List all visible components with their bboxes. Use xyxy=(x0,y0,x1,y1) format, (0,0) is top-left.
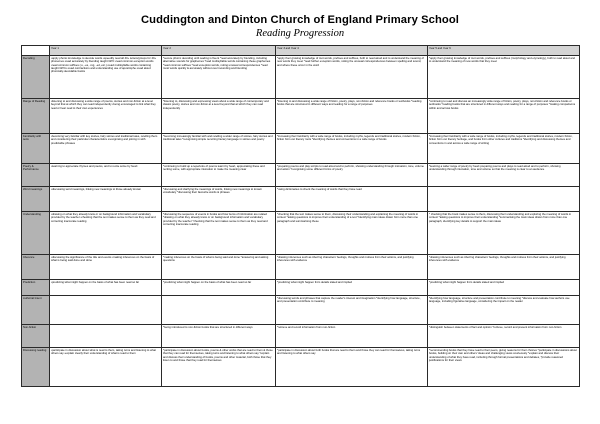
cell-inference-year2: *making inferences on the basis of what is being said and done *answering and asking questions xyxy=(161,254,275,279)
cell-prediction-year2: *predicting what might happen on the basis of what has been read so far xyxy=(161,279,275,295)
table-row xyxy=(21,186,579,211)
cell-familiarity-year34: *increasing their familiarity with a wide range of books, including myths, legends and traditional stories, modern fiction, fiction from our literary roots *identifying themes and conventions in a wide range of books xyxy=(275,133,427,163)
cell-understanding-year34: *checking that the text makes sense to them, discussing their understanding and explaining the meaning of words in context *asking questions to improve their understanding of a text *identifying main ideas drawn from more than one paragraph and summarising these xyxy=(275,211,427,254)
row-label-word-meanings: Word meanings xyxy=(21,186,49,211)
school-title: Cuddington and Dinton Church of England Primary School xyxy=(140,14,460,26)
table-row xyxy=(21,133,579,163)
table-row xyxy=(21,254,579,279)
row-label-familiarity-with-texts: Familiarity with texts xyxy=(21,133,49,163)
table-row xyxy=(21,98,579,133)
table-row xyxy=(21,55,579,98)
table-row xyxy=(21,279,579,295)
cell-nonfiction-year2: *being introduced to non-fiction books that are structured in different ways xyxy=(161,324,275,347)
document-subtitle: Reading Progression xyxy=(255,27,345,39)
cell-decoding-year56: *apply their growing knowledge of root words, prefixes and suffixes (morphology and etymology), both to read aloud and to understand the meaning of new words that they meet xyxy=(427,55,579,98)
cell-authorial-year56: *identifying how language, structure and presentation contribute to meaning *discuss and evaluate how authors use language, including figurative language, considering the impact on the reader xyxy=(427,295,579,324)
cell-understanding-year2: *discussing the sequence of events in books and how items of information are related *drawing on what they already know or on background information and vocabulary provided by the teacher *checking that the text makes sense to them as they read and correcting inaccurate reading xyxy=(161,211,275,254)
table-row xyxy=(21,295,579,324)
cell-decoding-year34: *apply their growing knowledge of root words, prefixes and suffixes, both to read aloud and to understand the meaning of new words they meet *read further exception words, noting the unusual correspondences between spelling and sound, and where these occur in the word xyxy=(275,55,427,98)
cell-understanding-year1: •drawing on what they already know or on background information and vocabulary provided by the teacher •checking that the text makes sense to them as they read and correcting inaccurate reading xyxy=(49,211,161,254)
table-row xyxy=(21,324,579,347)
cell-nonfiction-year1 xyxy=(49,324,161,347)
cell-decoding-year1: •apply phonic knowledge to decode words •speedily read all 40+ letters/groups for 40+ phonemes •read accurately by blending taught GPC •read common exception words •read common suffixes (-s, -es, -ing, -ed, etc.) •read multisyllable words containing taught GPCs •read contractions and understanding use of apostrophe •read aloud phonically-decodable books xyxy=(49,55,161,98)
column-header-year56: Year 5 and Year 6 xyxy=(427,45,579,55)
row-label-prediction: Prediction xyxy=(21,279,49,295)
cell-authorial-year1 xyxy=(49,295,161,324)
row-label-non-fiction: Non-fiction xyxy=(21,324,49,347)
cell-nonfiction-year34: *retrieve and record information from non-fiction xyxy=(275,324,427,347)
column-header-year34: Year 3 and Year 4 xyxy=(275,45,427,55)
cell-authorial-year34: *discussing words and phrases that capture the reader's interest and imagination *identifying how language, structure, and presentation contribute to meaning xyxy=(275,295,427,324)
reading-progression-table xyxy=(21,45,580,387)
corner-cell xyxy=(21,45,49,55)
table-row xyxy=(21,347,579,386)
cell-familiarity-year2: *becoming increasingly familiar with and retelling a wider range of stories, fairy stories and traditional tales *recognising simple recurring literary language in stories and poetry xyxy=(161,133,275,163)
row-label-discussing-reading: Discussing reading xyxy=(21,347,49,386)
cell-discussing-year34: *participate in discussion about both books that are read to them and those they can read for themselves, taking turns and listening to what others say xyxy=(275,347,427,386)
document-header xyxy=(0,0,600,40)
table-header-row xyxy=(21,45,579,55)
table-body xyxy=(21,55,579,386)
cell-decoding-year2: *secure phonic decoding until reading is fluent *read accurately by blending, including alternative sounds for graphemes *read multisyllable words containing these graphemes *read common suffixes *read exception words, noting unusual correspondences *read most words quickly & accurately without overt sounding and blending xyxy=(161,55,275,98)
cell-word-meanings-year56 xyxy=(427,186,579,211)
column-header-year2: Year 2 xyxy=(161,45,275,55)
cell-nonfiction-year56: *distinguish between statements of fact and opinion *retrieve, record and present information from non-fiction xyxy=(427,324,579,347)
cell-range-year2: *listening to, discussing and expressing views about a wide range of contemporary and classic poetry, stories and non-fiction at a level beyond that at which they can read independently xyxy=(161,98,275,133)
cell-understanding-year56: * checking that the book makes sense to them, discussing their understanding and exploring the meaning of words in context *asking questions to improve their understanding *summarising the main ideas drawn from more than one paragraph, identifying key details to support the main ideas xyxy=(427,211,579,254)
cell-prediction-year1: •predicting what might happen on the basis of what has been read so far xyxy=(49,279,161,295)
cell-word-meanings-year2: *discussing and clarifying the meanings of words, linking new meanings to known vocabulary *discussing their favourite words & phrases xyxy=(161,186,275,211)
row-label-range-of-reading: Range of Reading xyxy=(21,98,49,133)
cell-discussing-year1: •participate in discussion about what is read to them, taking turns and listening to what others say •explain clearly their understanding of what is read to them xyxy=(49,347,161,386)
table-row xyxy=(21,163,579,186)
row-label-understanding: Understanding xyxy=(21,211,49,254)
cell-inference-year56: *drawing inferences such as inferring characters' feelings, thoughts and motives from their actions, and justifying inferences with evidence xyxy=(427,254,579,279)
cell-word-meanings-year34: *using dictionaries to check the meaning of words that they have read xyxy=(275,186,427,211)
cell-prediction-year56: *predicting what might happen from details stated and implied xyxy=(427,279,579,295)
cell-word-meanings-year1: •discussing word meanings, linking new meanings to those already known xyxy=(49,186,161,211)
row-label-authorial-intent: Authorial Intent xyxy=(21,295,49,324)
cell-range-year1: •listening to and discussing a wide range of poems, stories and non-fiction at a level beyond that at which they can read independently •being encouraged to link what they read or hear read to their own experiences xyxy=(49,98,161,133)
cell-poetry-year1: •learning to appreciate rhymes and poems, and to recite some by heart xyxy=(49,163,161,186)
column-header-year1: Year 1 xyxy=(49,45,161,55)
cell-range-year56: *continuing to read and discuss an increasingly wide range of fiction, poetry, plays, non-fiction and reference books or textbooks *reading books that are structured in different ways and reading for a range of purposes *making comparisons within and across books xyxy=(427,98,579,133)
cell-poetry-year56: *learning a wider range of poetry by heart preparing poems and plays to read aloud and to perform, showing understanding through intonation, tone and volume so that the meaning is clear to an audience xyxy=(427,163,579,186)
row-label-decoding: Decoding xyxy=(21,55,49,98)
cell-inference-year1: •discussing the significance of the title and events •making inferences on the basis of what is being said done and done xyxy=(49,254,161,279)
cell-familiarity-year1: •becoming very familiar with key stories, fairy stories and traditional tales, retelling them and considering their particular characteristics •recognising and joining in with predictable phrases xyxy=(49,133,161,163)
cell-discussing-year2: *participate in discussion about books, poems & other works that are read to them & those that they can read for themselves, taking turns and listening to what others say *explain and discuss their understanding of books, poems and other material, both those that they listen to and those that they read for themselves xyxy=(161,347,275,386)
cell-poetry-year2: *continuing to build up a repertoire of poems learnt by heart, appreciating these and reciting some, with appropriate intonation to make the meaning clear xyxy=(161,163,275,186)
cell-familiarity-year56: *increasing their familiarity with a wide range of books, including myths, legends and traditional stories, modern fiction, fiction from our literary heritage, and books from other cultures and traditions *identifying and discussing themes and conventions in and across a wide range of writing xyxy=(427,133,579,163)
row-label-inference: Inference xyxy=(21,254,49,279)
cell-discussing-year56: *recommending books that they have read to their peers, giving reasons for their choices *participate in discussions about books, building on their own and others' ideas and challenging views courteously *explain and discuss their understanding of what they have read, including through formal presentations and debates, *provide reasoned justifications for their views xyxy=(427,347,579,386)
table-row xyxy=(21,211,579,254)
cell-range-year34: *listening to and discussing a wide range of fiction, poetry, plays, non-fiction and reference books or textbooks *reading books that are structured in different ways and reading for a range of purposes xyxy=(275,98,427,133)
row-label-poetry-and-performance: Poetry & Performance xyxy=(21,163,49,186)
cell-inference-year34: *drawing inferences such as inferring characters' feelings, thoughts and motives from their actions, and justifying inferences with evidence xyxy=(275,254,427,279)
cell-poetry-year34: *preparing poems and play scripts to read aloud and to perform, showing understanding through intonation, tone, volume and action *recognising some different forms of poetry xyxy=(275,163,427,186)
cell-authorial-year2 xyxy=(161,295,275,324)
cell-prediction-year34: *predicting what might happen from details stated and implied xyxy=(275,279,427,295)
